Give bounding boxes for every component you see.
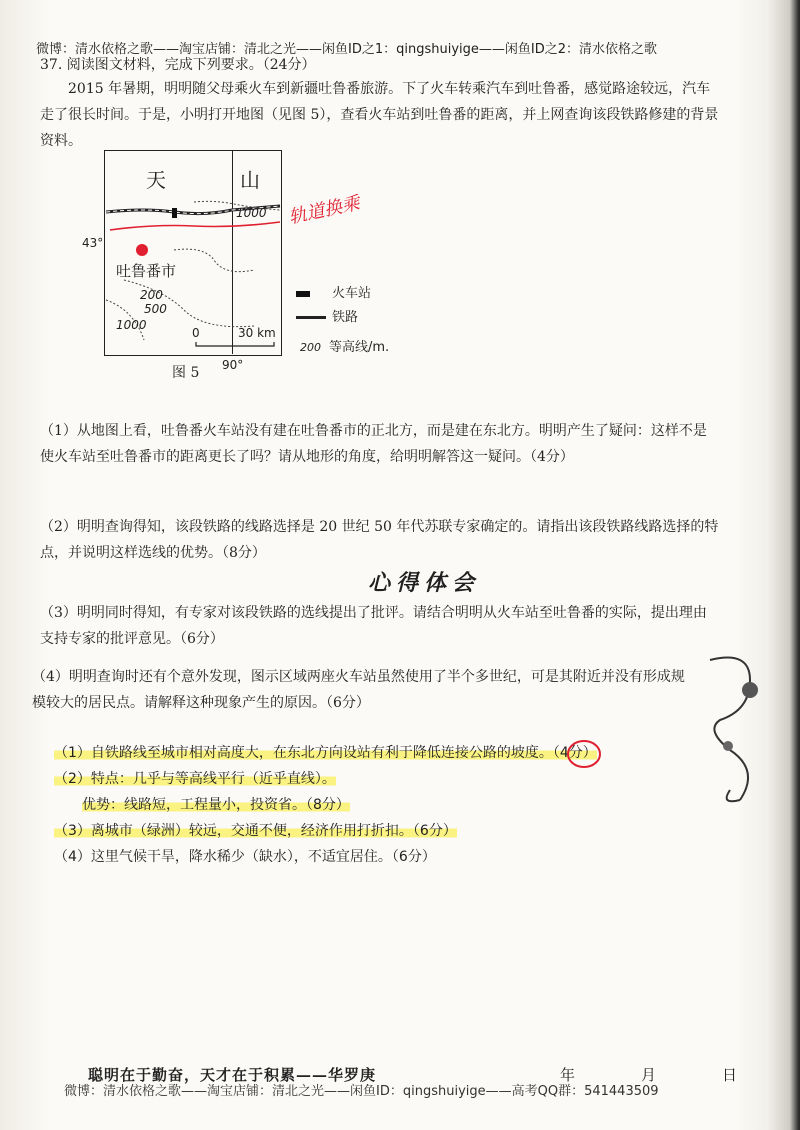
page-edge-shadow <box>766 0 800 1130</box>
footer-day-label: 日 <box>722 1066 738 1084</box>
answer-row-3 <box>54 818 597 844</box>
map-latitude-label: 43° <box>82 236 104 250</box>
question-part-4-text: （4）明明查询时还有个意外发现，图示区域两座火车站虽然使用了半个多世纪，可是其附近并没有形成规模较大的居民点。请解释这种现象产生的原因。（6分） <box>32 669 685 711</box>
map-city-label: 吐鲁番市 <box>116 262 177 280</box>
station-symbol <box>296 291 310 297</box>
header-watermark: 微博：清水依格之歌——淘宝店铺：清北之光——闲鱼ID之1：qingshuiyige——闲鱼ID之2：清水依格之歌 <box>36 42 658 57</box>
answer-row-4 <box>54 844 597 870</box>
map-contour-1000-bottom: 1000 <box>116 318 147 332</box>
answer-2-text: （2）特点：几乎与等高线平行（近乎直线）。 <box>54 771 336 787</box>
question-part-2-text: （2）明明查询得知，该段铁路的线路选择是 20 世纪 50 年代苏联专家确定的。请指出该段铁路线路选择的特点，并说明这样选线的优势。（8分） <box>40 519 719 561</box>
footer-year-label: 年 <box>560 1066 576 1084</box>
legend-contour-value: 200 <box>300 341 321 354</box>
margin-note-red: 轨道换乘 <box>286 192 362 229</box>
answer-1-text: （1）自铁路线至城市相对高度大，在东北方向设站有利于降低连接公路的坡度。（4分） <box>54 745 597 761</box>
answer-section <box>54 740 597 870</box>
answer-2b-text: 优势：线路短，工程量小，投资省。（8分） <box>82 797 350 813</box>
decorative-doodle <box>700 650 770 810</box>
legend-railway <box>296 306 358 325</box>
question-intro: 2015 年暑期，明明随父母乘火车到新疆吐鲁番旅游。下了火车转乘汽车到吐鲁番，感觉路途较远，汽车走了很长时间。于是，小明打开地图（见图 5），查看火车站到吐鲁番的距离，并上网查询该段铁路修建的背景资料。 <box>40 81 719 149</box>
map-scale-zero: 0 <box>192 326 200 340</box>
question-part-3 <box>40 600 720 652</box>
map-label-shan: 山 <box>240 168 260 192</box>
answer-4-text: （4）这里气候干旱，降水稀少（缺水），不适宜居住。（6分） <box>54 849 436 865</box>
answer-row-2b <box>54 792 597 818</box>
question-part-4 <box>32 664 692 716</box>
map-contour-200: 200 <box>140 288 163 302</box>
legend-station <box>296 282 371 301</box>
legend-contour-label: 等高线/m. <box>329 340 390 355</box>
question-part-1 <box>40 418 720 470</box>
figure-caption: 图 5 <box>172 365 200 381</box>
legend-contour <box>300 336 389 355</box>
railway-symbol <box>296 316 326 319</box>
question-part-2 <box>40 514 720 566</box>
legend-railway-label: 铁路 <box>332 310 359 325</box>
footer-watermark: 微博：清水依格之歌——淘宝店铺：清北之光——闲鱼ID：qingshuiyige——高考QQ群：541443509 <box>64 1084 659 1099</box>
map-contour-500: 500 <box>144 302 167 316</box>
map-label-tian: 天 <box>146 168 166 192</box>
answer-3-text: （3）离城市（绿洲）较远，交通不便，经济作用打折扣。（6分） <box>54 823 457 839</box>
question-part-1-text: （1）从地图上看，吐鲁番火车站没有建在吐鲁番市的正北方，而是建在东北方。明明产生了疑问：这样不是使火车站至吐鲁番市的距离更长了吗？请从地形的角度，给明明解答这一疑问。（4分） <box>40 423 707 465</box>
map-longitude-label: 90° <box>222 358 244 372</box>
footer-motto: 聪明在于勤奋，天才在于积累——华罗庚 <box>88 1066 377 1084</box>
question-heading: 37. 阅读图文材料，完成下列要求。（24分） <box>40 57 316 73</box>
map-scale-30km: 30 km <box>238 326 276 340</box>
answer-row-1 <box>54 740 597 766</box>
answer-row-2 <box>54 766 597 792</box>
reflection-title: 心得体会 <box>368 570 481 596</box>
map-contour-1000-top: 1000 <box>236 206 267 220</box>
footer-month-label: 月 <box>641 1066 657 1084</box>
question-part-3-text: （3）明明同时得知，有专家对该段铁路的选线提出了批评。请结合明明从火车站至吐鲁番的实际，提出理由支持专家的批评意见。（6分） <box>40 605 707 647</box>
map-figure <box>104 150 284 358</box>
red-circle-mark <box>564 738 604 770</box>
legend-station-label: 火车站 <box>332 286 372 301</box>
